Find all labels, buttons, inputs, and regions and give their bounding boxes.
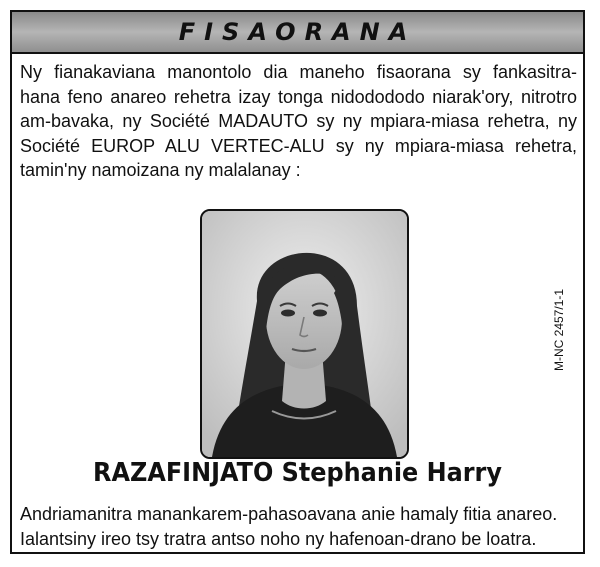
intro-line: tamin'ny namoizana ny malalanay : [20, 160, 301, 180]
closing-line: Ialantsiny ireo tsy tratra antso noho ny hafenoan-drano be loatra. [20, 529, 537, 549]
portrait-illustration [202, 211, 407, 457]
intro-paragraph [20, 60, 577, 183]
intro-line: am-bavaka, ny Société MADAUTO sy ny mpiara-miasa rehetra, ny [20, 111, 577, 131]
notice-frame [10, 10, 585, 554]
portrait-photo [200, 209, 409, 459]
header-banner [12, 12, 583, 54]
closing-paragraph [20, 502, 577, 552]
deceased-name: RAZAFINJATO Stephanie Harry [93, 458, 502, 488]
reference-code: M-NC 2457/1-1 [552, 288, 566, 372]
intro-line: Société EUROP ALU VERTEC-ALU sy ny mpiara-miasa rehetra, [20, 135, 577, 156]
closing-line: Andriamanitra manankarem-pahasoavana anie hamaly fitia anareo. [20, 504, 558, 524]
intro-line: hana feno anareo rehetra izay tonga nidodododo niarak'ory, nitrotro [20, 86, 577, 107]
intro-line: Ny fianakaviana manontolo dia maneho fisaorana sy fankasitra- [20, 62, 577, 82]
notice-title: FISAORANA [178, 18, 417, 46]
